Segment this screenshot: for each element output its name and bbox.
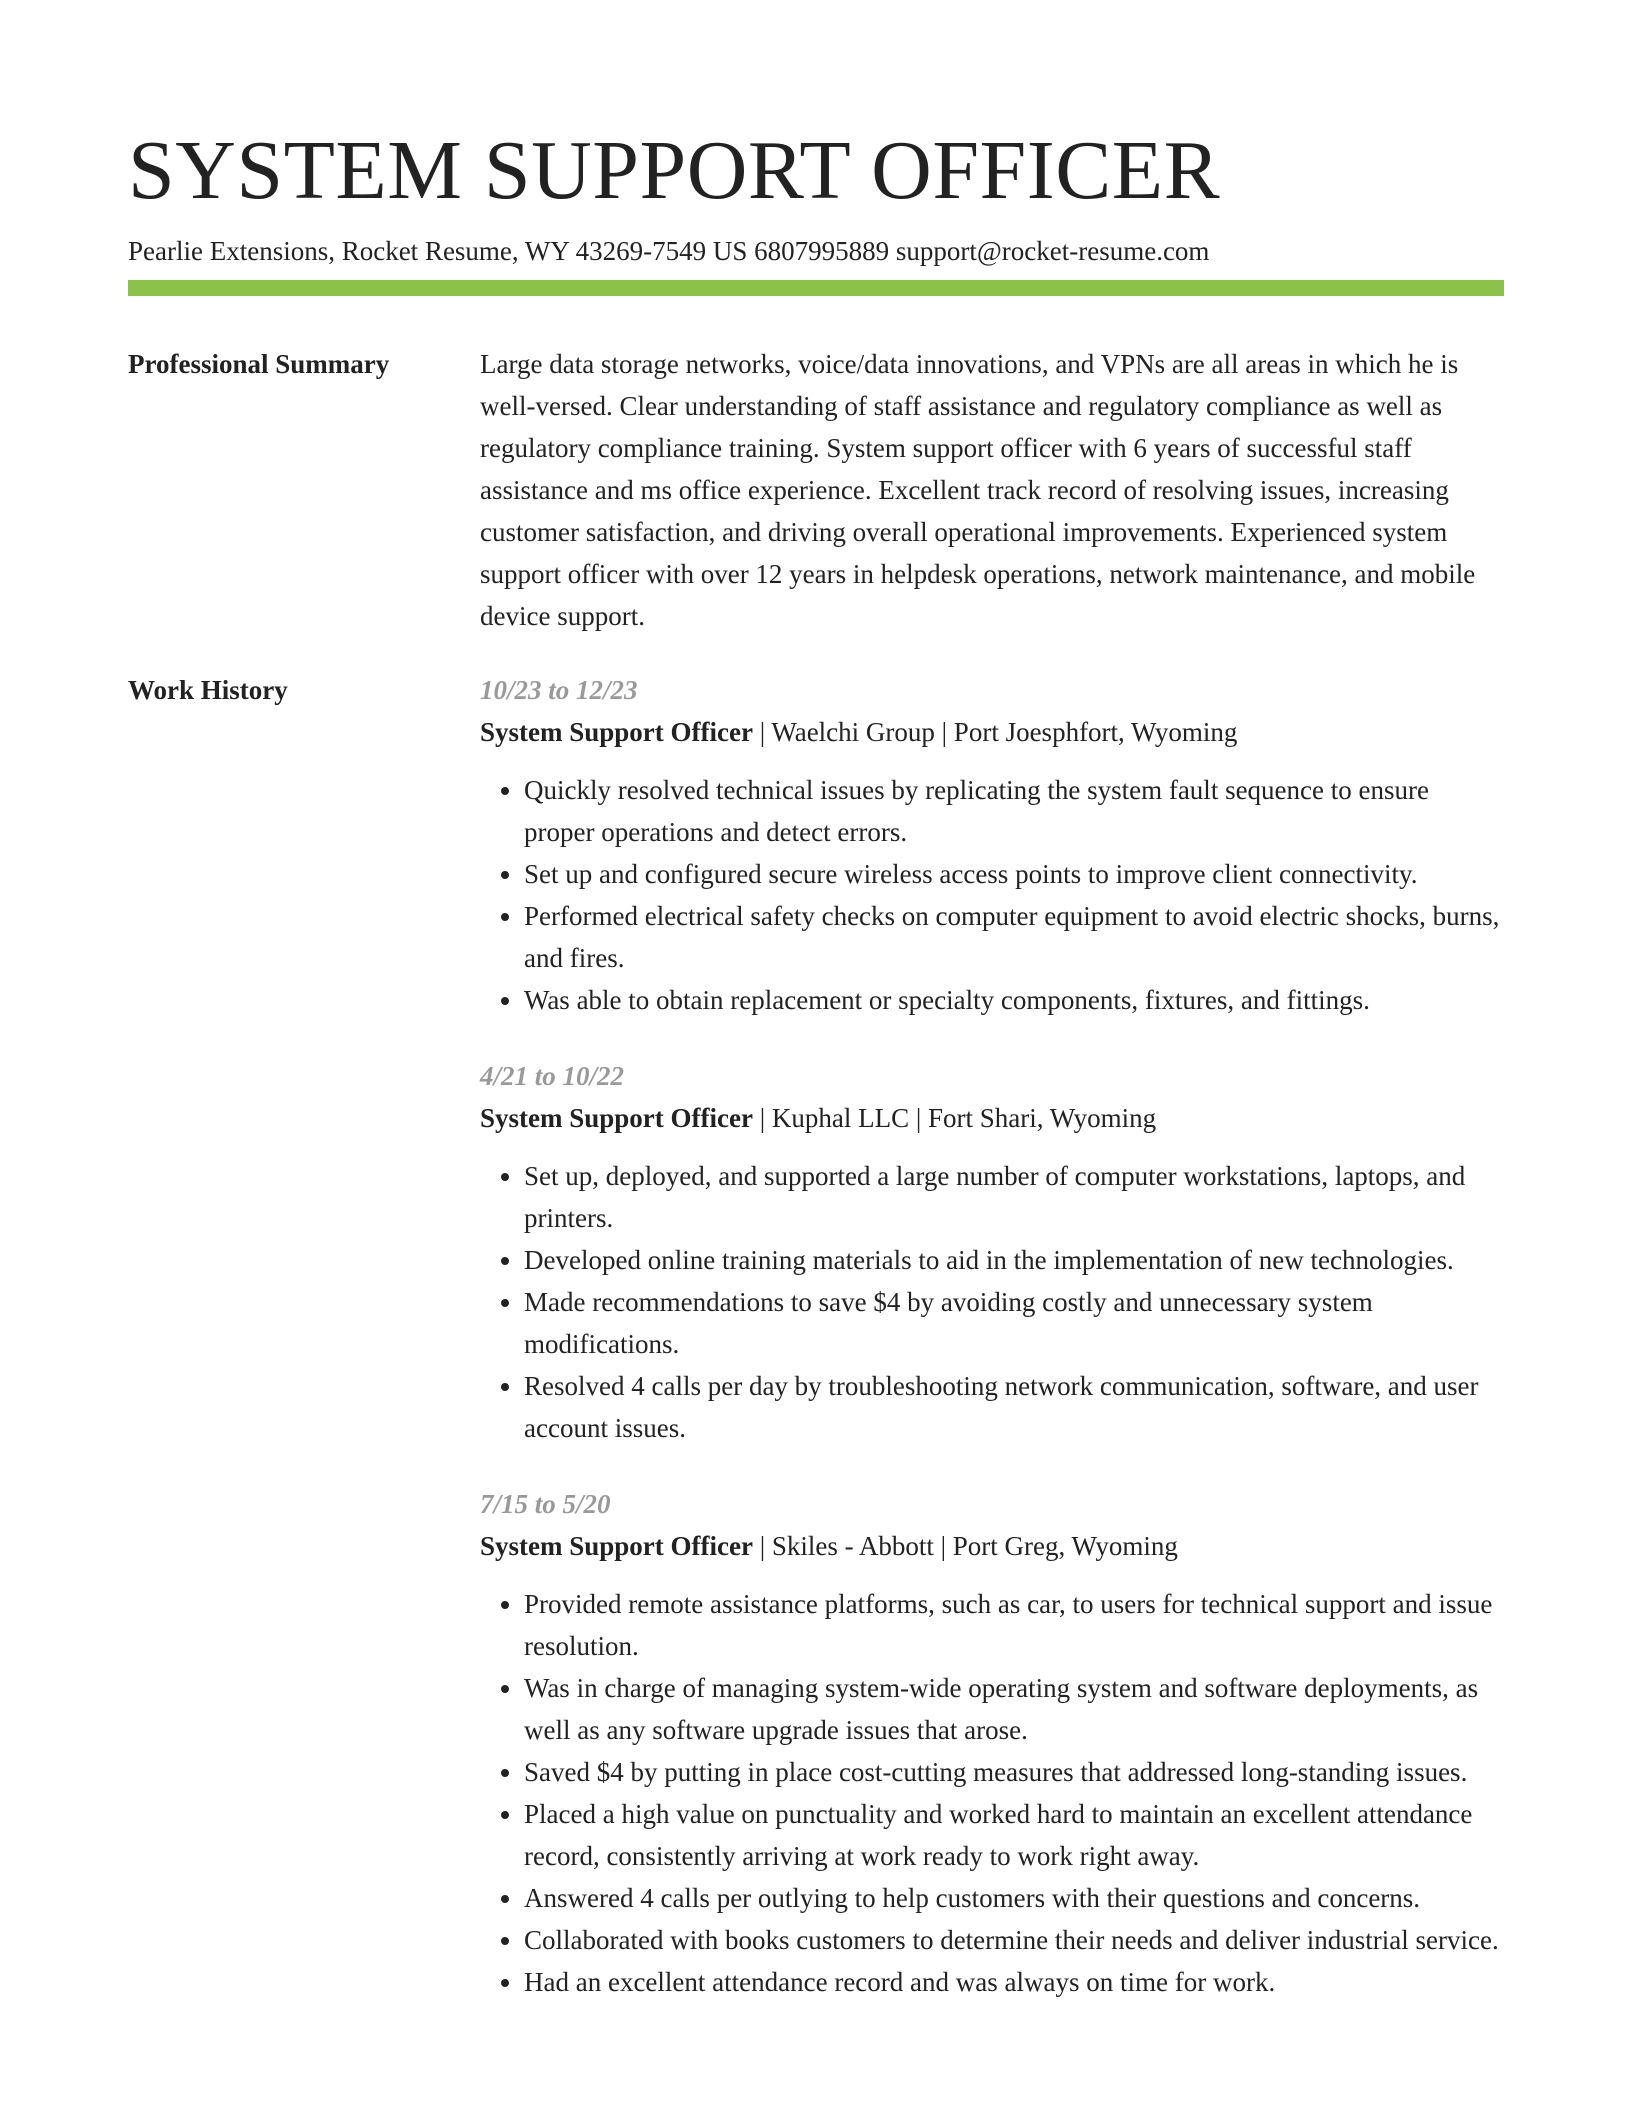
job-bullet: • Developed online training materials to aid in the implementation of new technologies. <box>524 1239 1504 1281</box>
job-bullet: • Answered 4 calls per outlying to help customers with their questions and concerns. <box>524 1877 1504 1919</box>
job-details: | Kuphal LLC | Fort Shari, Wyoming <box>752 1103 1157 1133</box>
job-dates: 7/15 to 5/20 <box>480 1489 611 1519</box>
job-title: System Support Officer <box>480 717 753 747</box>
job-entry <box>480 669 1504 1021</box>
job-dates: 10/23 to 12/23 <box>480 675 638 705</box>
job-entry <box>480 1055 1504 1449</box>
summary-text: Large data storage networks, voice/data innovations, and VPNs are all areas in which he is well-versed. Clear understanding of staff assistance and regulatory compliance as well as regulatory compliance training. System support officer with 6 years of successful staff assistance and ms office experience. Excellent track record of resolving issues, increasing customer satisfaction, and driving overall operational improvements. Experienced system support officer with over 12 years in helpdesk operations, network maintenance, and mobile device support. <box>480 349 1476 631</box>
work-history-section <box>128 669 1504 2037</box>
job-bullet: • Placed a high value on punctuality and worked hard to maintain an excellent attendance record, consistently arriving at work ready to work right away. <box>524 1793 1504 1877</box>
job-bullet: • Provided remote assistance platforms, such as car, to users for technical support and issue resolution. <box>524 1583 1504 1667</box>
job-header <box>480 1525 1504 1567</box>
job-bullet: • Performed electrical safety checks on computer equipment to avoid electric shocks, burns, and fires. <box>524 895 1504 979</box>
job-bullet: • Set up and configured secure wireless access points to improve client connectivity. <box>524 853 1504 895</box>
job-bullet: • Had an excellent attendance record and was always on time for work. <box>524 1961 1504 2003</box>
summary-heading: Professional Summary <box>128 349 390 379</box>
job-header <box>480 1097 1504 1139</box>
job-bullet: • Saved $4 by putting in place cost-cutting measures that addressed long-standing issues. <box>524 1751 1504 1793</box>
contact-line: Pearlie Extensions, Rocket Resume, WY 43269-7549 US 6807995889 support@rocket-resume.com <box>128 236 1210 266</box>
job-bullet: • Resolved 4 calls per day by troubleshooting network communication, software, and user account issues. <box>524 1365 1504 1449</box>
job-title: System Support Officer <box>480 1531 753 1561</box>
header-divider <box>128 280 1504 296</box>
job-entry <box>480 1483 1504 2003</box>
job-bullet: • Collaborated with books customers to determine their needs and deliver industrial service. <box>524 1919 1504 1961</box>
job-bullets <box>480 769 1504 1021</box>
job-bullet: • Set up, deployed, and supported a large number of computer workstations, laptops, and printers. <box>524 1155 1504 1239</box>
job-bullet: • Was in charge of managing system-wide operating system and software deployments, as well as any software upgrade issues that arose. <box>524 1667 1504 1751</box>
job-bullets <box>480 1155 1504 1449</box>
job-bullet: • Was able to obtain replacement or specialty components, fixtures, and fittings. <box>524 979 1504 1021</box>
job-details: | Skiles - Abbott | Port Greg, Wyoming <box>752 1531 1178 1561</box>
resume-title: SYSTEM SUPPORT OFFICER <box>128 124 1221 217</box>
job-header <box>480 711 1504 753</box>
job-details: | Waelchi Group | Port Joesphfort, Wyoming <box>752 717 1238 747</box>
job-bullet: • Quickly resolved technical issues by replicating the system fault sequence to ensure proper operations and detect errors. <box>524 769 1504 853</box>
resume-page <box>128 118 1504 2037</box>
job-bullets <box>480 1583 1504 2003</box>
job-dates: 4/21 to 10/22 <box>480 1061 625 1091</box>
job-title: System Support Officer <box>480 1103 753 1133</box>
job-bullet: • Made recommendations to save $4 by avoiding costly and unnecessary system modifications. <box>524 1281 1504 1365</box>
work-history-heading: Work History <box>128 675 288 705</box>
work-history-list <box>480 669 1504 2037</box>
summary-section <box>128 343 1504 637</box>
